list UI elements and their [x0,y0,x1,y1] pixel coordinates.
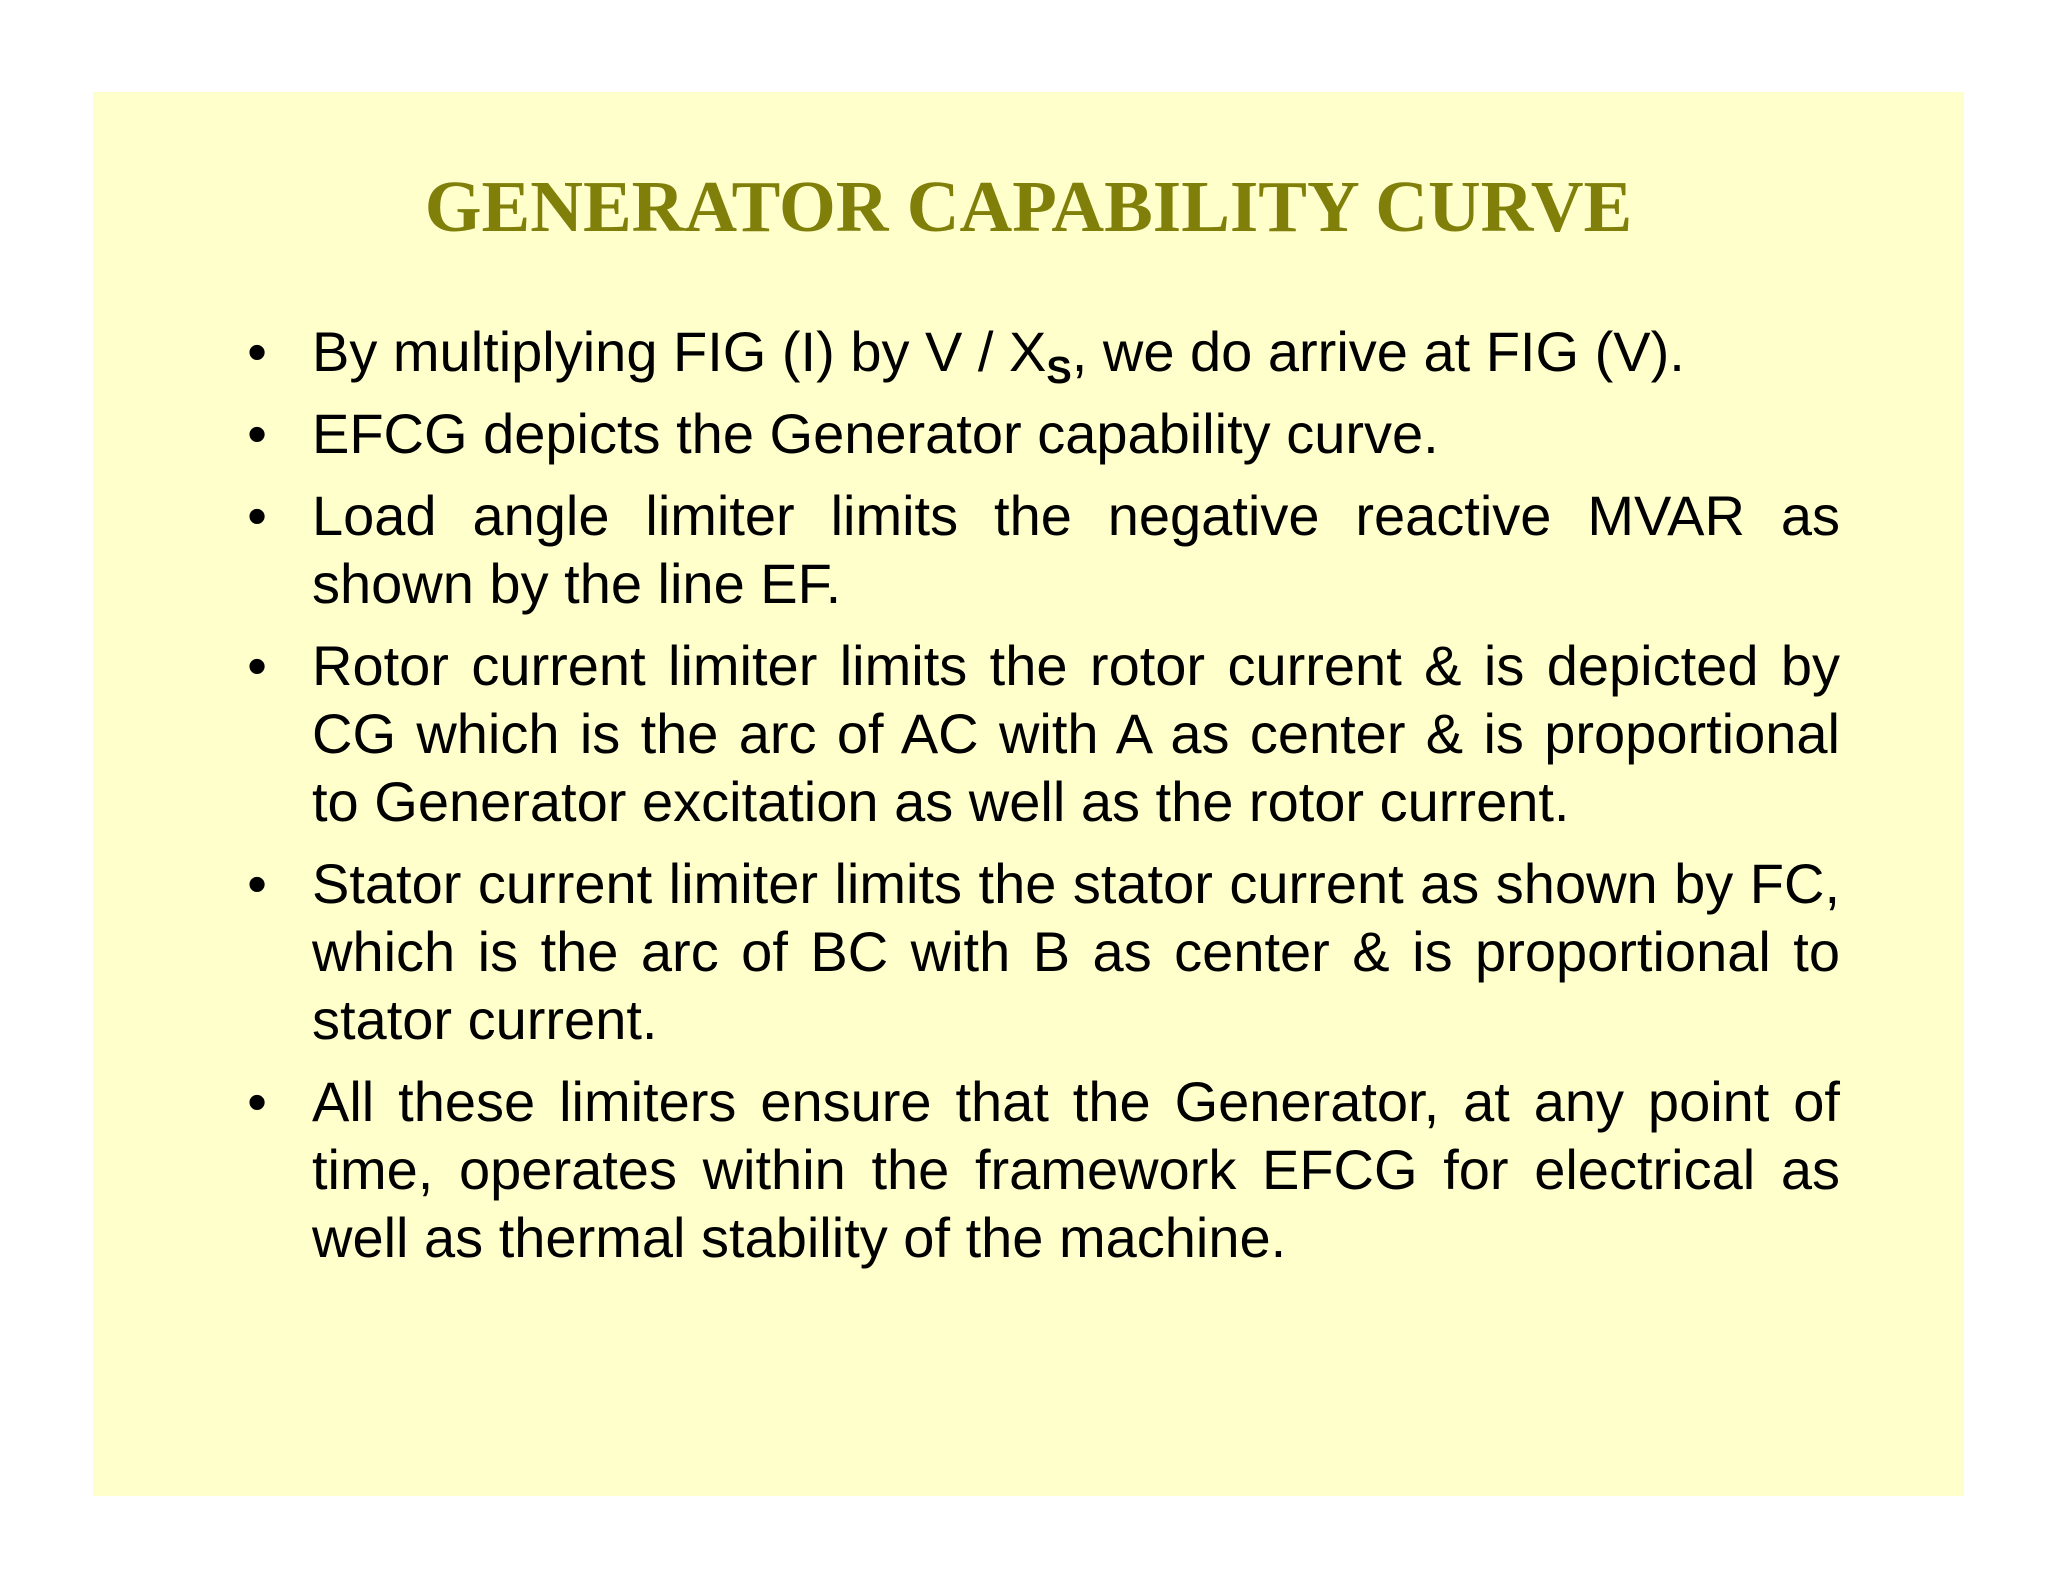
bullet-marker: • [247,484,267,547]
bullet-marker: • [247,1070,267,1133]
bullet-item-6 [242,1068,1840,1272]
slide-title: GENERATOR CAPABILITY CURVE [424,166,1633,247]
bullet-item-5 [242,850,1840,1054]
bullet-text-part: , we do arrive at FIG (V). [1071,320,1685,383]
bullet-marker: • [247,402,267,465]
bullet-text-part: By multiplying FIG (I) by V / X [312,320,1047,383]
slide [93,92,1964,1496]
bullet-text: All these limiters ensure that the Generator, at any point of time, operates within the framework EFCG for electrical as well as thermal stability of the machine. [312,1070,1840,1269]
bullet-list [242,318,1840,1286]
subscript-s: S [1046,350,1072,392]
bullet-text: Stator current limiter limits the stator current as shown by FC, which is the arc of BC with B as center & is proportional to stator current. [312,852,1840,1051]
bullet-marker: • [247,320,267,383]
bullet-item-4 [242,632,1840,836]
bullet-text: EFCG depicts the Generator capability curve. [312,402,1439,465]
bullet-marker: • [247,634,267,697]
bullet-text: Load angle limiter limits the negative reactive MVAR as shown by the line EF. [312,484,1840,615]
bullet-marker: • [247,852,267,915]
bullet-item-3 [242,482,1840,618]
bullet-text: Rotor current limiter limits the rotor current & is depicted by CG which is the arc of AC with A as center & is proportional to Generator excitation as well as the rotor current. [312,634,1840,833]
bullet-item-1 [242,318,1840,392]
bullet-item-2 [242,400,1840,468]
